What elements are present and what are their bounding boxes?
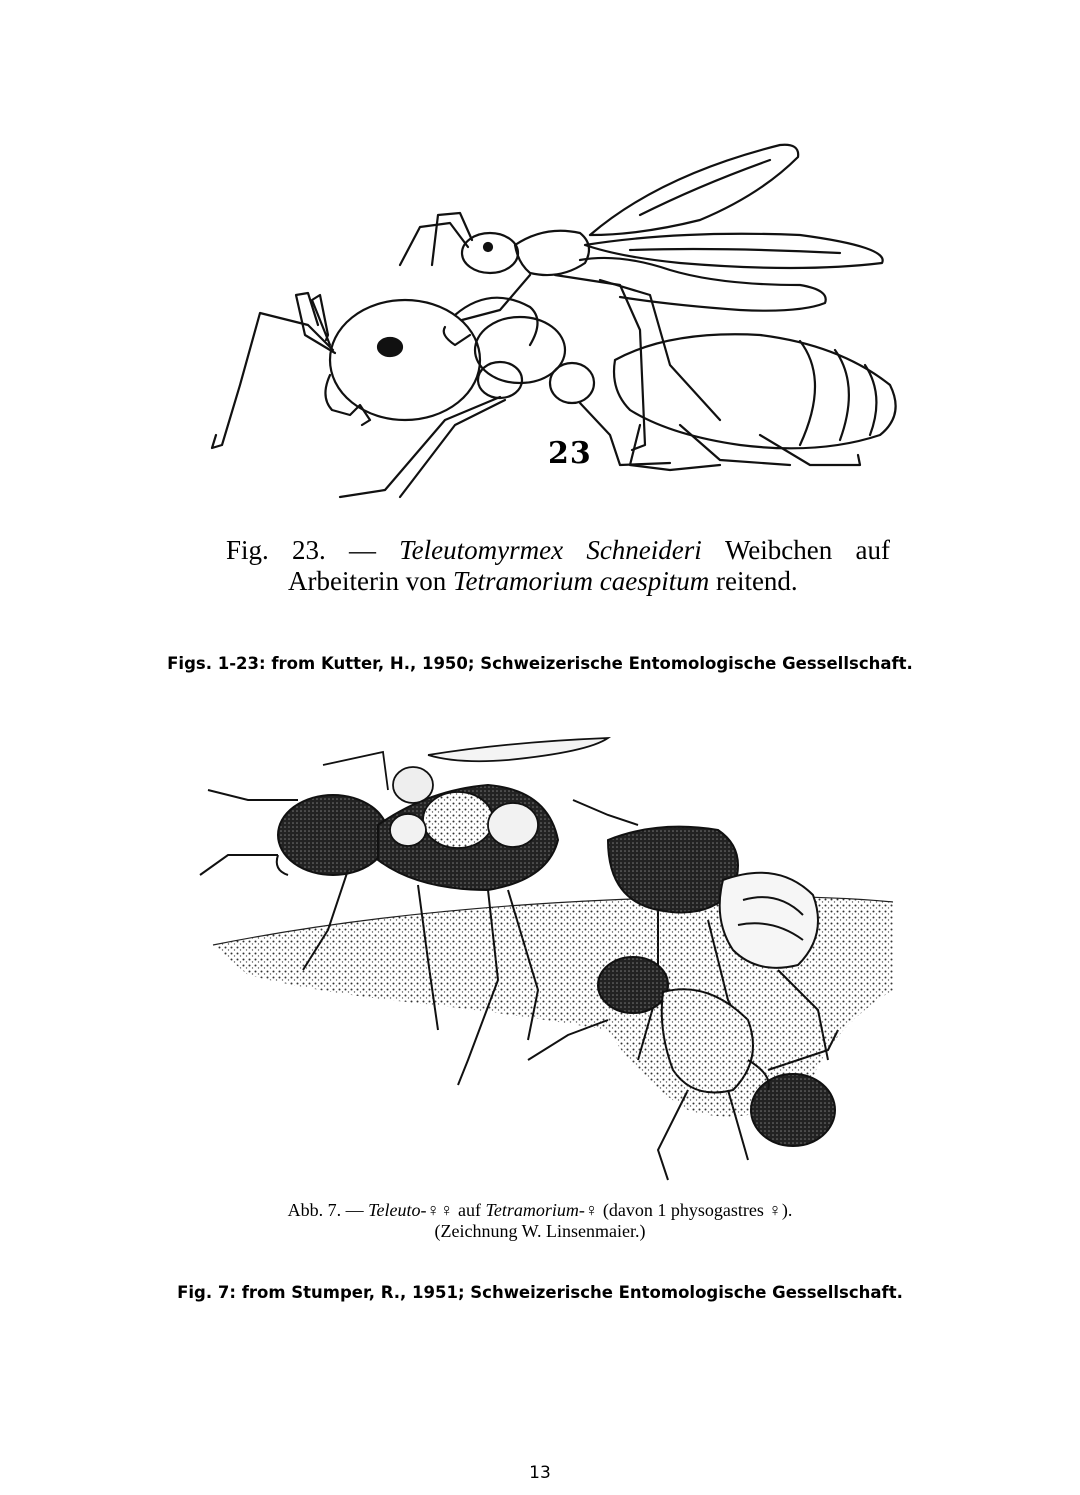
figure-7-caption-line-1: [0, 1200, 1080, 1221]
caption-text: (davon 1 physogastres ♀).: [602, 1200, 793, 1220]
caption-word: auf: [855, 535, 890, 565]
caption-text: reitend.: [715, 566, 798, 596]
figure-23-caption-line-2: [288, 566, 888, 597]
figure-7-caption-line-2: (Zeichnung W. Linsenmaier.): [434, 1221, 646, 1241]
figure-23-number-label: 23: [548, 436, 592, 471]
caption-prefix: Fig.: [226, 535, 269, 565]
caption-text: auf: [458, 1200, 481, 1220]
worker-eye: [378, 338, 402, 356]
figure-23-caption-line-1: [226, 535, 890, 566]
page-number: 13: [529, 1463, 551, 1483]
caption-prefix: Abb. 7. —: [287, 1200, 364, 1220]
caption-number: 23.: [291, 535, 326, 565]
caption-genus: Teleutomyrmex: [399, 535, 564, 565]
source-citation-1: Figs. 1-23: from Kutter, H., 1950; Schweizerische Entomologische Gessellschaft.: [167, 654, 913, 673]
caption-text: Arbeiterin von: [288, 566, 447, 596]
source-citation-2: Fig. 7: from Stumper, R., 1951; Schweizerische Entomologische Gessellschaft.: [177, 1283, 903, 1302]
worker-head: [330, 300, 480, 420]
caption-genus: Teleuto-♀♀: [368, 1200, 454, 1220]
caption-species: Schneideri: [586, 535, 702, 565]
caption-word: Weibchen: [724, 535, 833, 565]
caption-species: Tetramorium caespitum: [452, 566, 710, 596]
figure-7-stippled-illustration: [188, 730, 903, 1185]
caption-genus: Tetramorium-♀: [485, 1200, 599, 1220]
caption-dash: —: [348, 535, 376, 565]
